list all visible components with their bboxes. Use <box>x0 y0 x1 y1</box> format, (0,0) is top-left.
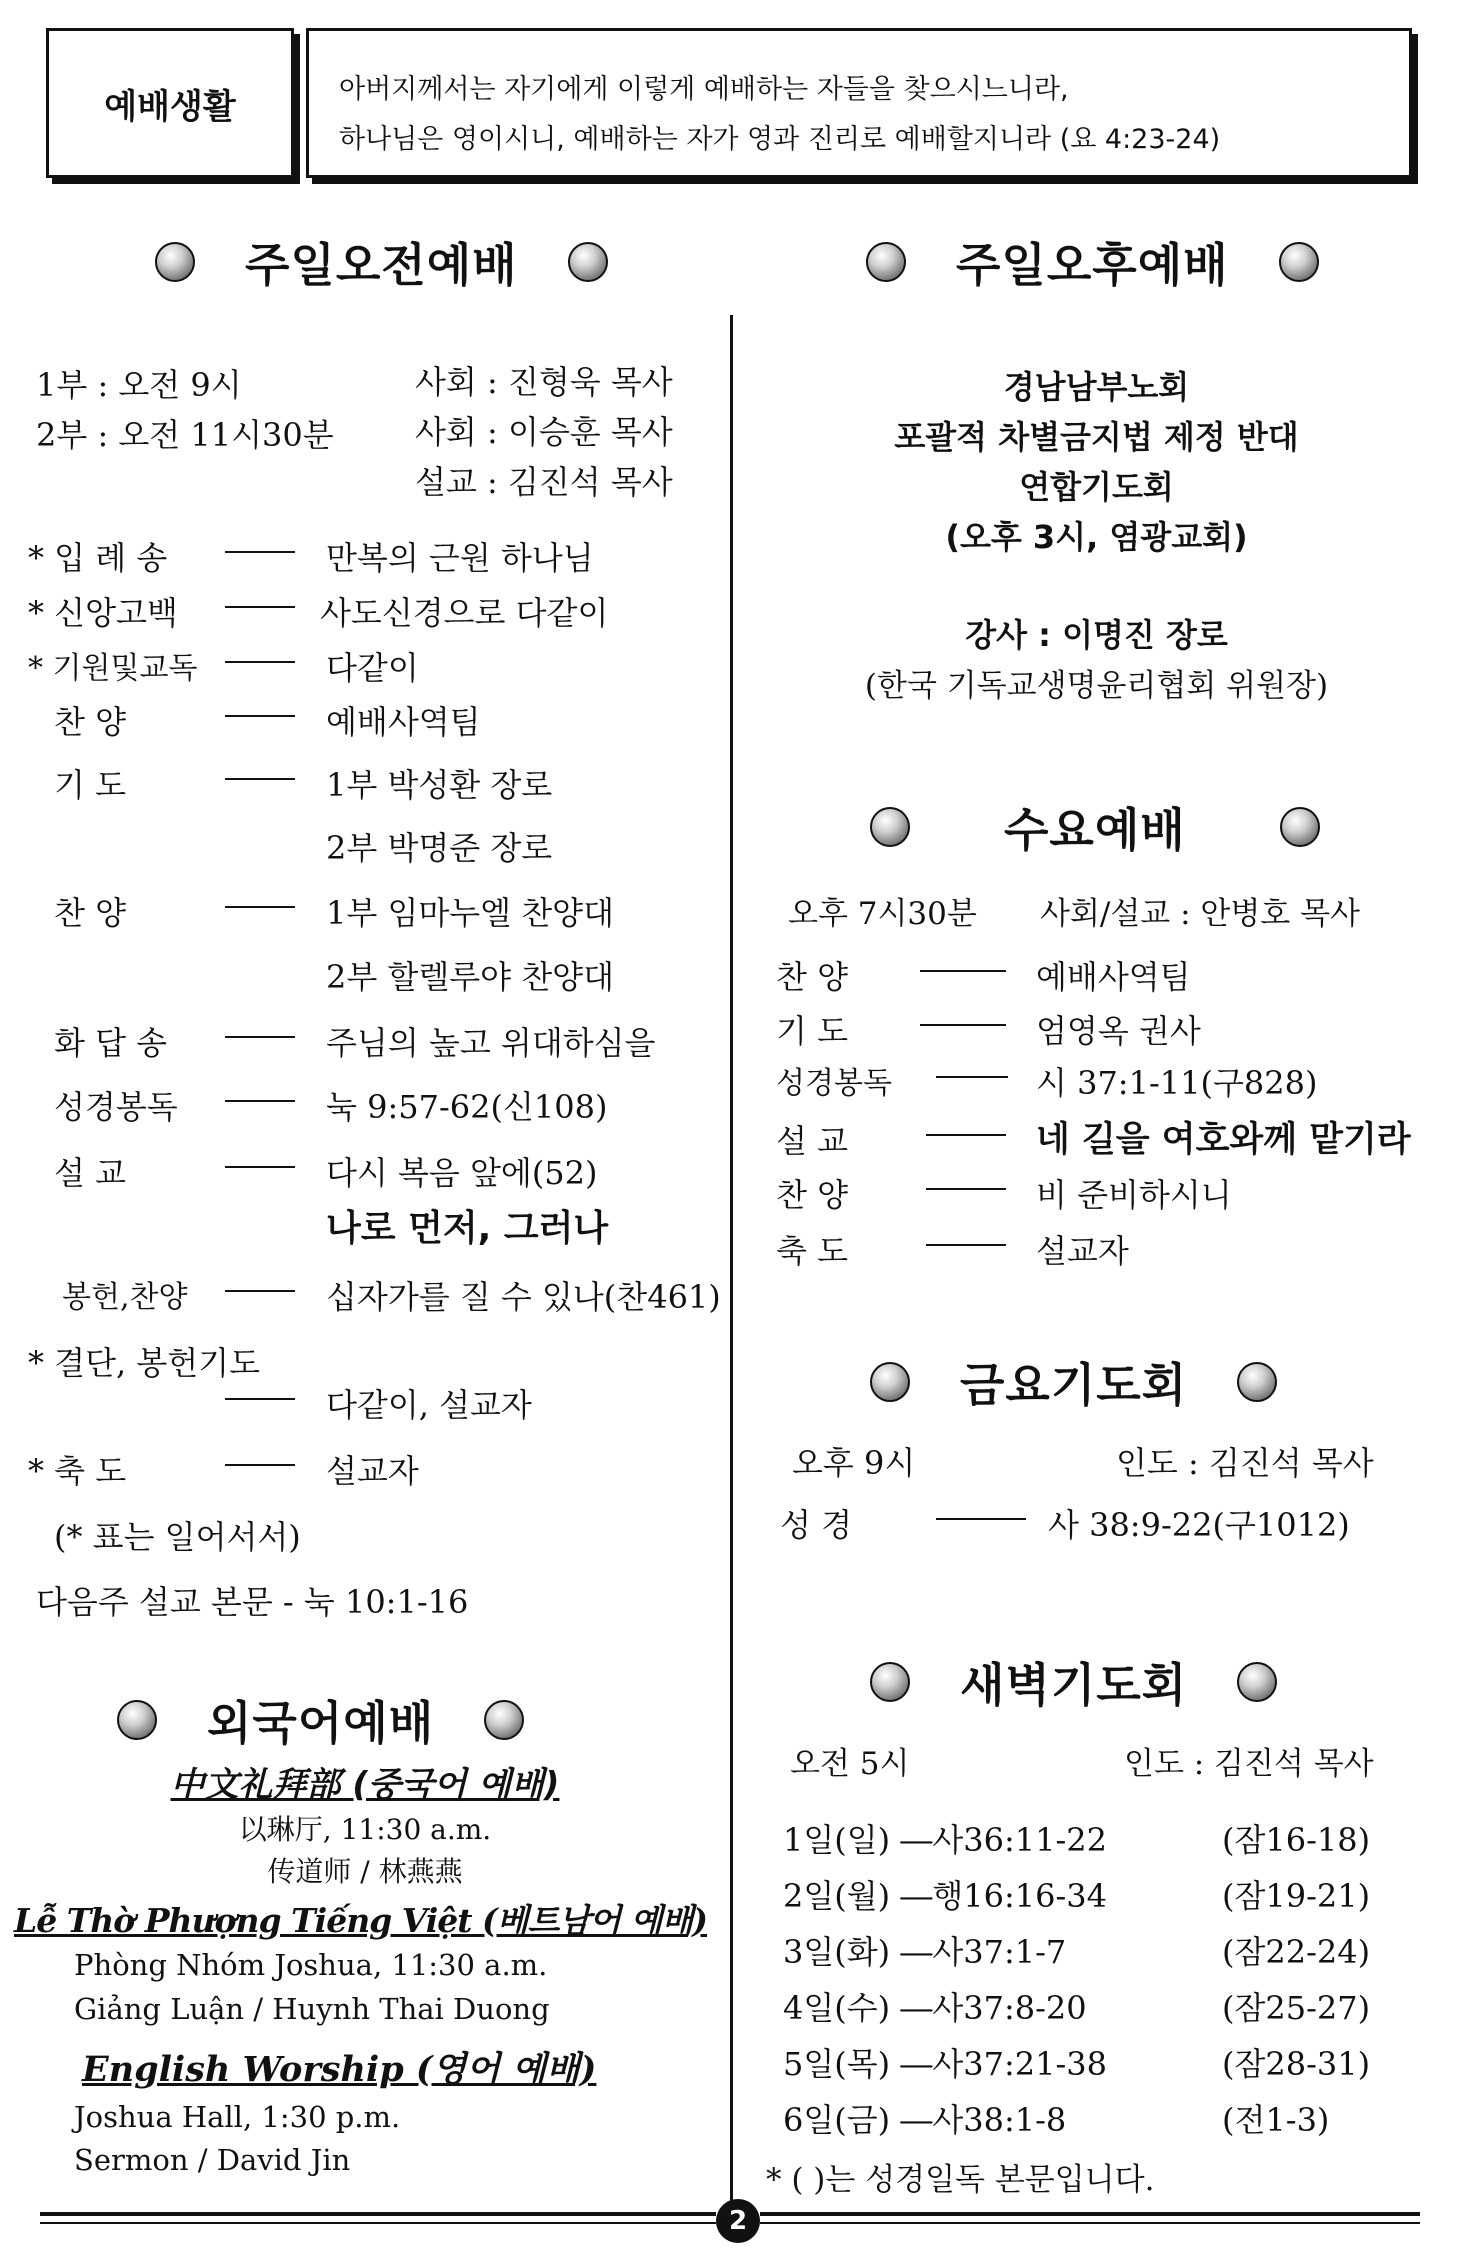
dash-line <box>225 1464 295 1466</box>
foreign-heading <box>117 1688 524 1752</box>
afternoon-line-3: 연합기도회 <box>1019 468 1174 506</box>
dash-line <box>225 1290 295 1292</box>
service1-host: 사회 : 진형욱 목사 <box>415 363 673 401</box>
dawn-leader: 인도 : 김진석 목사 <box>1124 1746 1374 1782</box>
order-label: 설 교 <box>54 1154 126 1192</box>
dawn-day: 4일(수) ―사37:8-20 <box>783 1989 1087 2027</box>
order-value: 다같이, 설교자 <box>326 1386 532 1424</box>
afternoon-line-1: 경남남부노회 <box>1003 368 1190 406</box>
wed-order-value: 시 37:1-11(구828) <box>1036 1064 1318 1102</box>
order-label: 화 답 송 <box>54 1024 168 1062</box>
service2-host: 사회 : 이승훈 목사 <box>415 413 673 451</box>
service2-time: 2부 : 오전 11시30분 <box>36 416 334 454</box>
order-value: 만복의 근원 하나님 <box>326 539 594 577</box>
wed-order-value: 엄영옥 권사 <box>1036 1012 1201 1050</box>
bullet-ball-icon <box>1279 242 1319 282</box>
header-verse-box <box>306 28 1412 178</box>
chinese-line-2: 传道师 / 林燕燕 <box>267 1855 463 1888</box>
order-label: 찬 양 <box>54 894 126 932</box>
column-divider <box>730 315 733 2220</box>
order-value: 사도신경으로 다같이 <box>320 594 609 632</box>
dawn-day: 2일(월) ―행16:16-34 <box>783 1877 1107 1915</box>
verse-line-2: 하나님은 영이시니, 예배하는 자가 영과 진리로 예배할지니라 (요 4:23-24) <box>339 124 1221 155</box>
section-title: 금요기도회 <box>960 1358 1188 1412</box>
section-title: 외국어예배 <box>207 1696 435 1750</box>
bullet-ball-icon <box>568 242 608 282</box>
afternoon-line-4: (오후 3시, 염광교회) <box>945 518 1248 556</box>
wed-sermon-title: 네 길을 여호와께 맡기라 <box>1036 1120 1411 1160</box>
wed-order-value: 비 준비하시니 <box>1036 1176 1232 1214</box>
dawn-day: 5일(목) ―사37:21-38 <box>783 2045 1107 2083</box>
header-title: 예배생활 <box>104 86 236 127</box>
english-line-1: Joshua Hall, 1:30 p.m. <box>74 2100 401 2134</box>
order-value-2: 2부 박명준 장로 <box>326 829 553 867</box>
friday-scripture: 사 38:9-22(구1012) <box>1048 1506 1350 1544</box>
footer-rule <box>40 2212 716 2216</box>
order-value: 다시 복음 앞에(52) <box>326 1154 598 1192</box>
dash-line <box>920 970 1006 972</box>
footer-rule <box>760 2212 1420 2216</box>
afternoon-speaker: 강사 : 이명진 장로 <box>965 616 1228 654</box>
bullet-ball-icon <box>866 242 906 282</box>
sunday-morning-heading <box>155 230 608 294</box>
verse-line-1: 아버지께서는 자기에게 이렇게 예배하는 자들을 찾으시느니라, <box>339 74 1069 105</box>
dawn-note: * ( )는 성경일독 본문입니다. <box>766 2162 1155 2198</box>
vietnamese-title: Lễ Thờ Phượng Tiếng Việt (베트남어 예배) <box>14 1901 708 1940</box>
wed-order-value: 예배사역팀 <box>1036 958 1191 996</box>
vietnamese-line-2: Giảng Luận / Huynh Thai Duong <box>74 1992 550 2026</box>
standing-note: (* 표는 일어서서) <box>54 1518 301 1556</box>
vietnamese-line-1: Phòng Nhóm Joshua, 11:30 a.m. <box>74 1948 548 1982</box>
dash-line <box>936 1076 1008 1078</box>
dash-line <box>225 551 295 553</box>
order-label: * 결단, 봉헌기도 <box>28 1344 260 1382</box>
chinese-line-1: 以琳厅, 11:30 a.m. <box>238 1813 492 1846</box>
wed-order-label: 기 도 <box>776 1012 848 1050</box>
dawn-day: 1일(일) ―사36:11-22 <box>783 1821 1107 1859</box>
preacher: 설교 : 김진석 목사 <box>415 463 673 501</box>
bullet-ball-icon <box>1237 1362 1277 1402</box>
dash-line <box>225 606 295 608</box>
header-title-box <box>46 28 294 178</box>
wed-order-label: 축 도 <box>776 1232 848 1270</box>
afternoon-line-2: 포괄적 차별금지법 제정 반대 <box>894 418 1299 456</box>
order-label: * 신앙고백 <box>28 594 178 632</box>
dash-line <box>225 715 295 717</box>
wed-order-label: 찬 양 <box>776 958 848 996</box>
dash-line <box>225 1036 295 1038</box>
dash-line <box>920 1024 1006 1026</box>
dash-line <box>225 1100 295 1102</box>
chinese-title: 中文礼拜部 (중국어 예배) <box>170 1765 560 1805</box>
dash-line <box>926 1244 1006 1246</box>
dawn-reading: (잠22-24) <box>1222 1933 1371 1971</box>
section-title: 주일오전예배 <box>245 238 518 292</box>
order-value: 1부 임마누엘 찬양대 <box>326 894 614 932</box>
wed-order-label: 찬 양 <box>776 1176 848 1214</box>
dash-line <box>926 1134 1006 1136</box>
sunday-afternoon-heading <box>866 230 1319 294</box>
order-label: * 입 례 송 <box>28 539 168 577</box>
dash-line <box>225 778 295 780</box>
bullet-ball-icon <box>1280 807 1320 847</box>
dash-line <box>225 661 295 663</box>
bullet-ball-icon <box>870 1662 910 1702</box>
wed-order-label: 성경봉독 <box>776 1066 892 1101</box>
footer-rule <box>760 2222 1420 2224</box>
dawn-time: 오전 5시 <box>790 1746 910 1782</box>
wednesday-time: 오후 7시30분 <box>788 896 977 932</box>
dash-line <box>936 1518 1026 1520</box>
bullet-ball-icon <box>117 1700 157 1740</box>
friday-heading <box>870 1350 1277 1414</box>
order-label: 성경봉독 <box>54 1088 178 1126</box>
dawn-reading: (잠16-18) <box>1222 1821 1371 1859</box>
section-title: 주일오후예배 <box>956 238 1229 292</box>
section-title: 새벽기도회 <box>960 1658 1188 1712</box>
order-label: * 축 도 <box>28 1452 127 1490</box>
bullet-ball-icon <box>155 242 195 282</box>
dash-line <box>225 1398 295 1400</box>
dawn-day: 6일(금) ―사38:1-8 <box>783 2101 1067 2139</box>
friday-scripture-label: 성 경 <box>780 1506 852 1544</box>
afternoon-speaker-note: (한국 기독교생명윤리협회 위원장) <box>864 668 1329 704</box>
dawn-reading: (잠19-21) <box>1222 1877 1371 1915</box>
dash-line <box>225 1166 295 1168</box>
dash-line <box>225 906 295 908</box>
wednesday-host: 사회/설교 : 안병호 목사 <box>1040 896 1360 932</box>
friday-leader: 인도 : 김진석 목사 <box>1116 1444 1374 1482</box>
dash-line <box>926 1188 1006 1190</box>
order-value: 주님의 높고 위대하심을 <box>326 1024 656 1062</box>
service1-time: 1부 : 오전 9시 <box>36 366 242 404</box>
order-value: 눅 9:57-62(신108) <box>326 1088 608 1126</box>
english-title: English Worship (영어 예배) <box>82 2049 597 2090</box>
next-week-text: 다음주 설교 본문 - 눅 10:1-16 <box>36 1583 469 1621</box>
order-value-2: 2부 할렐루야 찬양대 <box>326 958 614 996</box>
wed-order-label: 설 교 <box>776 1122 848 1160</box>
order-value: 예배사역팀 <box>326 703 481 741</box>
order-label: 봉헌,찬양 <box>62 1280 188 1315</box>
dawn-reading: (전1-3) <box>1222 2101 1330 2139</box>
order-value: 1부 박성환 장로 <box>326 766 553 804</box>
order-label: 기 도 <box>54 766 126 804</box>
wed-order-value: 설교자 <box>1036 1232 1129 1270</box>
section-title: 수요예배 <box>1004 803 1186 857</box>
bullet-ball-icon <box>870 1362 910 1402</box>
order-value: 다같이 <box>326 649 419 687</box>
order-value: 설교자 <box>326 1452 419 1490</box>
friday-time: 오후 9시 <box>792 1444 916 1482</box>
wednesday-heading <box>870 795 1320 859</box>
bullet-ball-icon <box>870 807 910 847</box>
page-number: 2 <box>728 2206 748 2236</box>
page-number-badge <box>716 2199 760 2243</box>
dawn-heading <box>870 1650 1277 1714</box>
order-value: 십자가를 질 수 있나(찬461) <box>326 1278 721 1316</box>
order-label: * 기원및교독 <box>28 651 198 686</box>
footer-rule <box>40 2222 716 2224</box>
order-label: 찬 양 <box>54 703 126 741</box>
dawn-day: 3일(화) ―사37:1-7 <box>783 1933 1067 1971</box>
dawn-reading: (잠25-27) <box>1222 1989 1371 2027</box>
sermon-title: 나로 먼저, 그러나 <box>326 1208 609 1249</box>
bullet-ball-icon <box>484 1700 524 1740</box>
dawn-reading: (잠28-31) <box>1222 2045 1371 2083</box>
english-line-2: Sermon / David Jin <box>74 2143 351 2177</box>
bullet-ball-icon <box>1237 1662 1277 1702</box>
